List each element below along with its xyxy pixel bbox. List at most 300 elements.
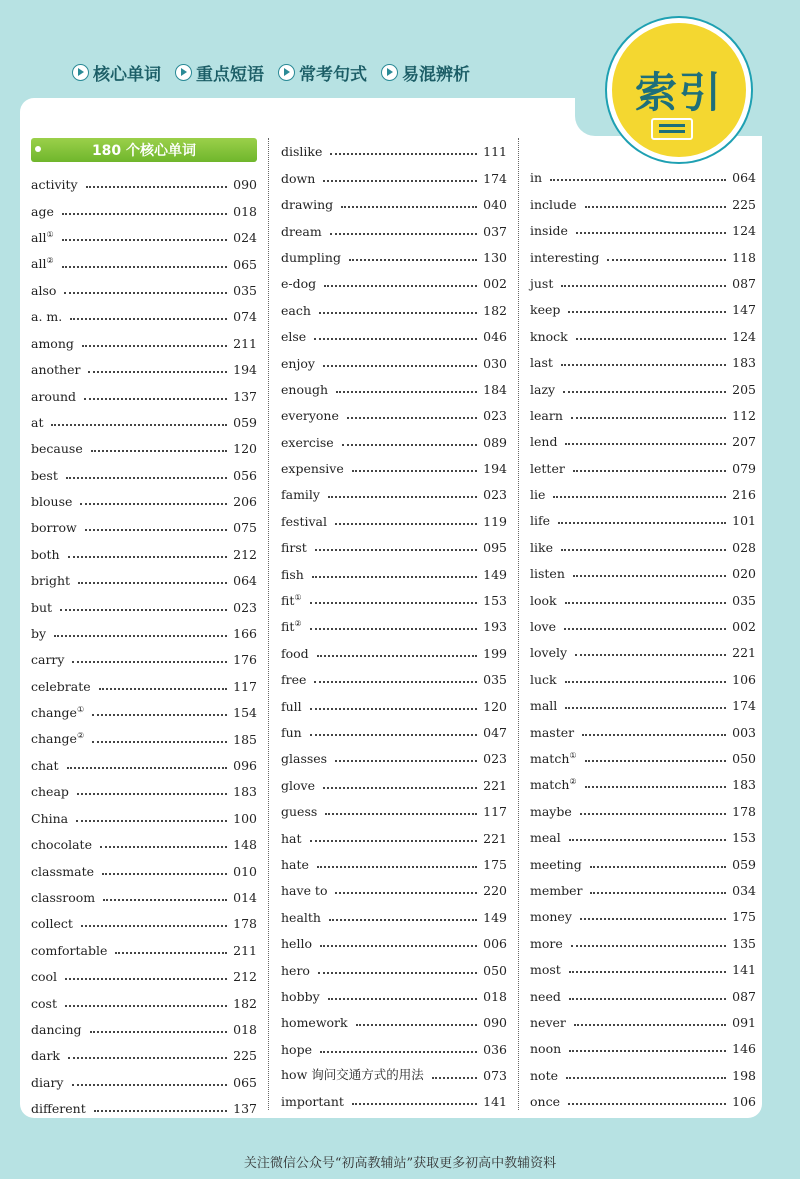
entry-word: free (281, 672, 307, 688)
dot-leader (336, 391, 477, 393)
index-entry (281, 1057, 507, 1083)
entry-word: activity (31, 177, 78, 193)
entry-word: how 询问交通方式的用法 (281, 1067, 424, 1083)
section-nav (72, 60, 470, 85)
entry-page-number: 193 (483, 619, 507, 635)
entry-sense-number: ① (569, 750, 577, 760)
index-entry (31, 351, 257, 377)
entry-word: among (31, 335, 74, 351)
index-entry (281, 740, 507, 766)
dot-leader (342, 444, 478, 446)
index-entry (530, 185, 756, 211)
index-entry (530, 634, 756, 660)
entry-page-number: 059 (233, 414, 257, 430)
dot-leader (320, 1051, 477, 1053)
dot-leader (569, 998, 726, 1000)
dot-leader (314, 681, 477, 683)
dot-leader (574, 1024, 726, 1026)
entry-word: hope (281, 1041, 312, 1057)
dot-leader (558, 522, 726, 524)
index-entry (530, 766, 756, 792)
dot-leader (86, 186, 228, 188)
index-entry (31, 1090, 257, 1116)
index-entry (31, 377, 257, 403)
dot-leader (330, 153, 477, 155)
entry-page-number: 183 (233, 784, 257, 800)
entry-word: drawing (281, 197, 334, 213)
entry-page-number: 073 (483, 1068, 507, 1084)
index-entry (530, 845, 756, 871)
index-entry (31, 879, 257, 905)
entry-page-number: 100 (233, 810, 257, 826)
dot-leader (323, 180, 477, 182)
entry-word: dream (281, 223, 322, 239)
index-entry (281, 898, 507, 924)
entry-page-number: 074 (233, 309, 257, 325)
entry-page-number: 135 (732, 935, 756, 951)
entry-page-number: 184 (483, 381, 507, 397)
entry-word: exercise (281, 434, 334, 450)
index-entry (31, 615, 257, 641)
entry-page-number: 036 (483, 1041, 507, 1057)
index-column-3 (530, 159, 756, 1109)
index-title: 索引 (634, 68, 723, 117)
section-header: 180 个核心单词 (31, 138, 257, 162)
index-entry (530, 449, 756, 475)
entry-page-number: 175 (483, 856, 507, 872)
dot-leader (320, 945, 477, 947)
entry-page-number: 018 (233, 203, 257, 219)
entry-page-number: 183 (732, 777, 756, 793)
play-circle-icon (72, 64, 89, 81)
dot-leader (356, 1024, 478, 1026)
entry-page-number: 056 (233, 467, 257, 483)
index-entry (530, 528, 756, 554)
dot-leader (335, 523, 477, 525)
index-entry (31, 562, 257, 588)
entry-word: dislike (281, 144, 323, 160)
entry-word: diary (31, 1074, 64, 1090)
entry-page-number: 146 (732, 1041, 756, 1057)
dot-leader (85, 529, 227, 531)
index-entry (530, 898, 756, 924)
entry-page-number: 050 (483, 962, 507, 978)
dot-leader (67, 767, 228, 769)
entry-word: learn (530, 407, 563, 423)
dot-leader (585, 206, 727, 208)
entry-page-number: 046 (483, 329, 507, 345)
entry-word: more (530, 935, 563, 951)
dot-leader (569, 839, 726, 841)
entry-word: enjoy (281, 355, 315, 371)
entry-page-number: 023 (483, 487, 507, 503)
entry-page-number: 220 (483, 883, 507, 899)
dot-leader (568, 311, 726, 313)
entry-page-number: 182 (483, 302, 507, 318)
play-circle-icon (381, 64, 398, 81)
index-entry (281, 582, 507, 608)
entry-word: luck (530, 671, 557, 687)
entry-page-number: 014 (233, 889, 257, 905)
index-entry (530, 687, 756, 713)
dot-leader (352, 1103, 477, 1105)
entry-page-number: 064 (732, 170, 756, 186)
entry-page-number: 149 (483, 566, 507, 582)
entry-word: knock (530, 328, 568, 344)
entry-page-number: 050 (732, 750, 756, 766)
entry-page-number: 117 (483, 804, 507, 820)
dot-leader (565, 681, 727, 683)
dot-leader (566, 1077, 726, 1079)
entry-word: match① (530, 750, 577, 766)
index-entry (530, 740, 756, 766)
entry-word: all① (31, 230, 54, 246)
entry-word: most (530, 962, 561, 978)
dot-leader (324, 285, 477, 287)
dot-leader (310, 708, 477, 710)
entry-word: cost (31, 995, 57, 1011)
dot-leader (76, 820, 227, 822)
entry-word: lovely (530, 645, 568, 661)
dot-leader (62, 266, 228, 268)
entry-page-number: 225 (732, 196, 756, 212)
entry-page-number: 003 (732, 724, 756, 740)
entry-word: chat (31, 757, 59, 773)
entry-word: guess (281, 804, 318, 820)
entry-word: bright (31, 573, 71, 589)
entry-word: first (281, 540, 307, 556)
dot-leader (323, 365, 477, 367)
dot-leader (573, 575, 726, 577)
entry-word: another (31, 362, 81, 378)
entry-word: fun (281, 724, 302, 740)
entry-page-number: 117 (233, 678, 257, 694)
index-entry (31, 694, 257, 720)
entry-page-number: 153 (732, 830, 756, 846)
dot-leader (319, 312, 477, 314)
entry-page-number: 034 (732, 882, 756, 898)
index-entry (31, 588, 257, 614)
index-entry (281, 555, 507, 581)
entry-word: change② (31, 731, 85, 747)
dot-leader (561, 364, 726, 366)
entry-page-number: 023 (233, 599, 257, 615)
entry-word: dumpling (281, 249, 341, 265)
entry-page-number: 035 (233, 282, 257, 298)
dot-leader (553, 496, 726, 498)
index-entry (31, 324, 257, 350)
index-entry (281, 766, 507, 792)
entry-word: cool (31, 969, 58, 985)
index-entry (31, 667, 257, 693)
index-entry (530, 660, 756, 686)
entry-word: in (530, 170, 543, 186)
dot-leader (62, 239, 228, 241)
dot-leader (561, 285, 726, 287)
dot-leader (62, 213, 227, 215)
dot-leader (64, 292, 227, 294)
entry-word: money (530, 909, 572, 925)
entry-word: lazy (530, 381, 556, 397)
entry-page-number: 148 (233, 837, 257, 853)
index-entry (31, 272, 257, 298)
dot-leader (607, 259, 726, 261)
dot-leader (569, 1050, 726, 1052)
entry-page-number: 037 (483, 223, 507, 239)
entry-word: but (31, 599, 53, 615)
entry-word: interesting (530, 249, 600, 265)
index-entry (281, 212, 507, 238)
entry-sense-number: ② (46, 256, 54, 266)
entry-page-number: 166 (233, 626, 257, 642)
index-entry (281, 793, 507, 819)
entry-word: hate (281, 856, 309, 872)
entry-word: look (530, 592, 557, 608)
entry-word: a. m. (31, 309, 63, 325)
index-entry (281, 687, 507, 713)
entry-page-number: 002 (732, 619, 756, 635)
entry-page-number: 207 (732, 434, 756, 450)
entry-word: love (530, 619, 556, 635)
dot-leader (68, 556, 228, 558)
dot-leader (94, 1110, 227, 1112)
index-entry (31, 535, 257, 561)
dot-leader (569, 971, 726, 973)
dot-leader (352, 470, 477, 472)
index-entry (31, 641, 257, 667)
dot-leader (314, 338, 477, 340)
entry-word: China (31, 810, 69, 826)
dot-leader (318, 972, 477, 974)
index-entry (281, 714, 507, 740)
entry-word: homework (281, 1015, 348, 1031)
dot-leader (432, 1077, 477, 1079)
entry-page-number: 137 (233, 1101, 257, 1117)
dot-leader (328, 998, 477, 1000)
index-entry (530, 1083, 756, 1109)
index-entry (281, 291, 507, 317)
index-entry (530, 265, 756, 291)
entry-page-number: 212 (233, 546, 257, 562)
dot-leader (102, 873, 227, 875)
index-entry (281, 1030, 507, 1056)
index-entry (31, 298, 257, 324)
dot-leader (90, 1031, 228, 1033)
dot-leader (576, 338, 726, 340)
dot-leader (54, 635, 227, 637)
entry-word: full (281, 698, 302, 714)
entry-page-number: 225 (233, 1048, 257, 1064)
entry-word: also (31, 282, 57, 298)
dot-leader (70, 318, 227, 320)
entry-page-number: 174 (732, 698, 756, 714)
index-entry (31, 509, 257, 535)
index-entry (530, 555, 756, 581)
entry-page-number: 198 (732, 1067, 756, 1083)
entry-page-number: 111 (483, 144, 507, 160)
index-entry (31, 958, 257, 984)
index-entry (31, 905, 257, 931)
dot-leader (66, 477, 227, 479)
entry-page-number: 018 (483, 988, 507, 1004)
entry-word: keep (530, 302, 561, 318)
entry-word: classmate (31, 863, 95, 879)
entry-page-number: 028 (732, 539, 756, 555)
index-column-2 (281, 133, 507, 1109)
entry-page-number: 118 (732, 249, 756, 265)
entry-word: have to (281, 883, 328, 899)
index-entry (281, 634, 507, 660)
entry-word: glove (281, 777, 315, 793)
index-entry (530, 792, 756, 818)
dot-leader (565, 443, 726, 445)
dot-leader (68, 1057, 227, 1059)
entry-page-number: 065 (233, 1074, 257, 1090)
entry-word: last (530, 355, 553, 371)
entry-page-number: 119 (483, 513, 507, 529)
entry-word: all② (31, 256, 54, 272)
dot-leader (60, 609, 227, 611)
dot-leader (317, 655, 477, 657)
entry-page-number: 178 (732, 803, 756, 819)
entry-sense-number: ② (569, 777, 577, 787)
entry-page-number: 075 (233, 520, 257, 536)
entry-page-number: 023 (483, 751, 507, 767)
entry-word: around (31, 388, 77, 404)
entry-page-number: 018 (233, 1021, 257, 1037)
entry-sense-number: ① (294, 592, 302, 602)
dot-leader (341, 206, 477, 208)
dot-leader (65, 1005, 227, 1007)
entry-word: hat (281, 830, 302, 846)
index-entry (31, 931, 257, 957)
dot-leader (84, 398, 227, 400)
dot-leader (580, 918, 726, 920)
index-entry (31, 984, 257, 1010)
dot-leader (92, 714, 227, 716)
play-circle-icon (175, 64, 192, 81)
dot-leader (585, 760, 727, 762)
dot-leader (99, 688, 227, 690)
dot-leader (323, 787, 477, 789)
index-entry (31, 192, 257, 218)
entry-page-number: 137 (233, 388, 257, 404)
dot-leader (80, 503, 227, 505)
dot-leader (81, 925, 227, 927)
entry-page-number: 059 (732, 856, 756, 872)
entry-page-number: 091 (732, 1014, 756, 1030)
dot-leader (590, 892, 726, 894)
dot-leader (77, 793, 227, 795)
entry-word: lend (530, 434, 558, 450)
index-entry (530, 581, 756, 607)
entry-word: life (530, 513, 551, 529)
entry-word: collect (31, 916, 73, 932)
entry-word: noon (530, 1041, 562, 1057)
entry-word: note (530, 1067, 558, 1083)
entry-page-number: 185 (233, 731, 257, 747)
entry-word: fish (281, 566, 304, 582)
dot-leader (100, 846, 227, 848)
entry-page-number: 130 (483, 249, 507, 265)
index-entry (530, 317, 756, 343)
entry-word: best (31, 467, 58, 483)
dot-leader (88, 371, 227, 373)
dot-leader (575, 654, 726, 656)
entry-word: e-dog (281, 276, 317, 292)
index-entry (281, 344, 507, 370)
index-entry (281, 846, 507, 872)
index-entry (281, 186, 507, 212)
entry-word: never (530, 1014, 566, 1030)
index-entry (281, 819, 507, 845)
entry-page-number: 023 (483, 408, 507, 424)
entry-word: maybe (530, 803, 572, 819)
entry-page-number: 030 (483, 355, 507, 371)
entry-page-number: 035 (483, 672, 507, 688)
index-entry (31, 166, 257, 192)
entry-word: master (530, 724, 575, 740)
dot-leader (565, 707, 726, 709)
entry-page-number: 101 (732, 513, 756, 529)
dot-leader (51, 424, 227, 426)
lightbulb-base-icon (651, 118, 693, 140)
index-entry (530, 951, 756, 977)
entry-page-number: 221 (483, 830, 507, 846)
entry-word: glasses (281, 751, 328, 767)
entry-page-number: 206 (233, 494, 257, 510)
entry-word: family (281, 487, 320, 503)
entry-page-number: 087 (732, 275, 756, 291)
index-entry (31, 456, 257, 482)
dot-leader (335, 892, 477, 894)
index-entry (530, 1030, 756, 1056)
entry-page-number: 106 (732, 671, 756, 687)
entry-word: expensive (281, 461, 344, 477)
entry-page-number: 064 (233, 573, 257, 589)
index-entry (31, 747, 257, 773)
entry-page-number: 096 (233, 757, 257, 773)
entry-word: match② (530, 777, 577, 793)
play-circle-icon (278, 64, 295, 81)
entry-word: comfortable (31, 942, 108, 958)
entry-sense-number: ① (46, 230, 54, 240)
entry-page-number: 020 (732, 566, 756, 582)
entry-word: down (281, 170, 316, 186)
entry-page-number: 120 (233, 441, 257, 457)
dot-leader (329, 919, 477, 921)
index-entry (281, 318, 507, 344)
entry-word: inside (530, 223, 568, 239)
entry-word: letter (530, 460, 565, 476)
index-entry (281, 450, 507, 476)
dot-leader (328, 496, 477, 498)
entry-word: hero (281, 962, 310, 978)
index-entry (530, 291, 756, 317)
index-entry (281, 872, 507, 898)
entry-word: classroom (31, 889, 96, 905)
index-entry (530, 608, 756, 634)
index-entry (530, 344, 756, 370)
dot-leader (78, 582, 227, 584)
dot-leader (568, 1103, 726, 1105)
entry-page-number: 205 (732, 381, 756, 397)
nav-label: 核心单词 (93, 65, 161, 85)
dot-leader (582, 734, 726, 736)
dot-leader (310, 840, 478, 842)
entry-word: member (530, 882, 583, 898)
entry-word: blouse (31, 494, 73, 510)
